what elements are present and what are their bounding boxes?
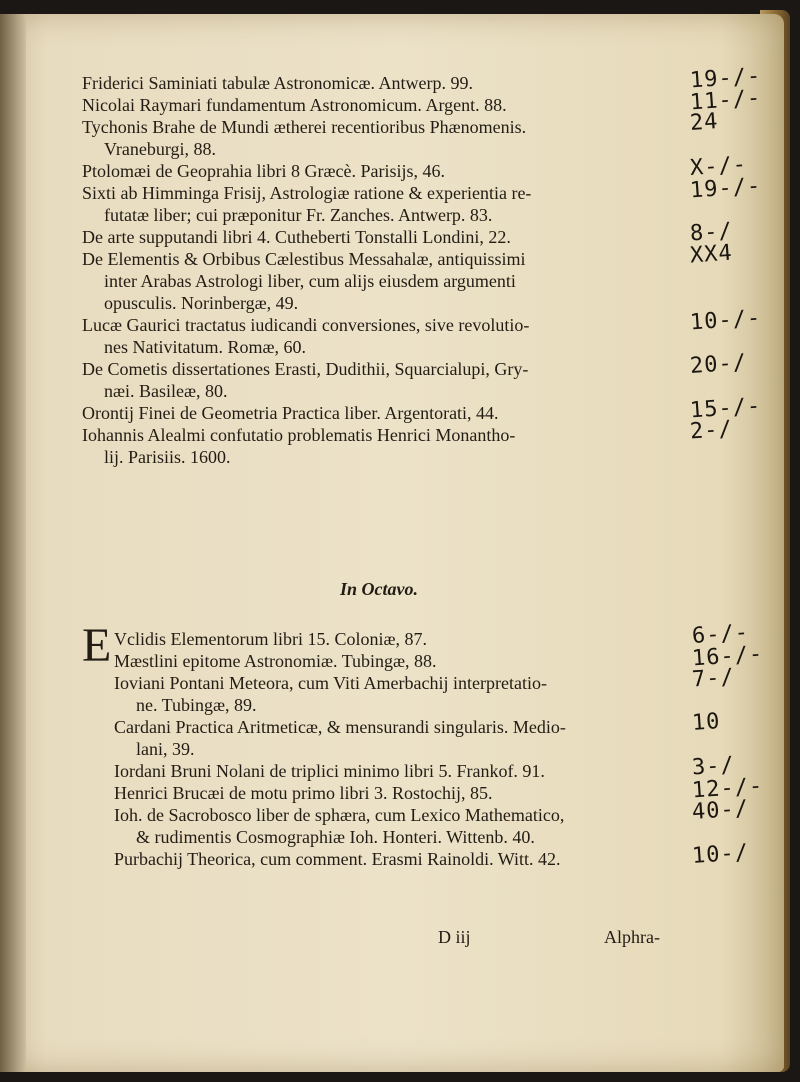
entry-text: Orontij Finei de Geometria Practica liber. Argentorati, 44. — [82, 403, 499, 423]
catalog-entry — [114, 752, 736, 782]
catalog-entry — [114, 664, 736, 716]
entry-text: De Elementis & Orbibus Cælestibus Messahalæ, antiquissimi — [82, 249, 526, 269]
drop-cap: E — [82, 619, 112, 672]
catalog-top-section — [82, 63, 762, 468]
entry-text: Cardani Practica Aritmeticæ, & mensurandi singularis. Medio- — [114, 717, 566, 737]
catalog-entry — [82, 63, 762, 94]
entry-text: Ptolomæi de Geoprahia libri 8 Græcè. Parisijs, 46. — [82, 161, 445, 181]
entry-text: Sixti ab Himminga Frisij, Astrologiæ ratione & experientia re- — [82, 183, 532, 203]
entry-text: Henrici Brucæi de motu primo libri 3. Rostochij, 85. — [114, 783, 493, 803]
catalog-entry — [114, 796, 750, 848]
handwritten-price: 3-/ — [691, 752, 736, 781]
catalog-entry — [82, 350, 748, 402]
entry-text: Lucæ Gaurici tractatus iudicandi conversiones, sive revolutio- — [82, 315, 530, 335]
handwritten-price: 10-/ — [691, 840, 750, 869]
handwritten-price: 10-/- — [689, 305, 762, 336]
handwritten-price: 2-/ — [689, 416, 734, 445]
entry-text: De Cometis dissertationes Erasti, Dudithii, Squarcialupi, Gry- — [82, 359, 529, 379]
catalog-octavo-section — [114, 620, 764, 870]
page-gutter — [0, 14, 26, 1072]
entry-text-continued: inter Arabas Astrologi liber, cum alijs eiusdem argumenti — [104, 271, 516, 291]
catchword: Alphra- — [604, 927, 660, 947]
catalog-entry — [82, 218, 734, 248]
catalog-entry — [114, 709, 722, 760]
entry-text-continued: Vraneburgi, 88. — [104, 139, 217, 159]
handwritten-price: 24 — [689, 109, 720, 136]
entry-text: Ioh. de Sacrobosco liber de sphæra, cum Lexico Mathematico, — [114, 805, 565, 825]
catalog-entry — [82, 152, 748, 182]
catalog-entry — [82, 240, 734, 314]
handwritten-price: X-/- — [689, 152, 748, 181]
handwritten-price: 40-/ — [691, 796, 750, 825]
handwritten-price: 11-/- — [689, 85, 762, 116]
entry-text-continued: ne. Tubingæ, 89. — [136, 695, 257, 715]
entry-text: Mæstlini epitome Astronomiæ. Tubingæ, 88. — [114, 651, 437, 671]
handwritten-price: 8-/ — [689, 218, 734, 247]
catalog-entry — [82, 173, 762, 226]
section-heading: In Octavo. — [340, 579, 418, 599]
entry-text: Ioviani Pontani Meteora, cum Viti Amerbachij interpretatio- — [114, 673, 547, 693]
entry-text-continued: lij. Parisiis. 1600. — [104, 447, 231, 467]
entry-text-continued: & rudimentis Cosmographiæ Ioh. Honteri. Wittenb. 40. — [136, 827, 535, 847]
catalog-entry — [114, 641, 764, 672]
catalog-entry — [82, 393, 762, 424]
handwritten-price: XX4 — [689, 240, 734, 269]
catalog-entry — [114, 773, 764, 804]
entry-text-continued: lani, 39. — [136, 739, 195, 759]
handwritten-price: 16-/- — [691, 641, 764, 672]
entry-text: Tychonis Brahe de Mundi ætherei recentioribus Phænomenis. — [82, 117, 527, 137]
catalog-entry — [82, 109, 720, 160]
handwritten-price: 12-/- — [691, 773, 764, 804]
catalog-entry — [82, 305, 762, 358]
handwritten-price: 19-/- — [689, 173, 762, 204]
handwritten-price: 20-/ — [689, 350, 748, 379]
catalog-entry — [82, 416, 734, 468]
catalog-entry — [114, 620, 750, 650]
entry-text-continued: næi. Basileæ, 80. — [104, 381, 228, 401]
entry-text-continued: futatæ liber; cui præponitur Fr. Zanches. Antwerp. 83. — [104, 205, 493, 225]
catalog-entry — [82, 85, 762, 116]
entry-text: De arte supputandi libri 4. Cutheberti Tonstalli Londini, 22. — [82, 227, 511, 247]
entry-text-continued: nes Nativitatum. Romæ, 60. — [104, 337, 306, 357]
handwritten-price: 6-/- — [691, 620, 750, 649]
entry-text: Vclidis Elementorum libri 15. Coloniæ, 87. — [114, 629, 427, 649]
handwritten-price: 15-/- — [689, 393, 762, 424]
signature-mark: D iij — [438, 927, 471, 947]
entry-text-continued: opusculis. Norinbergæ, 49. — [104, 293, 299, 313]
entry-text: Purbachij Theorica, cum comment. Erasmi Rainoldi. Witt. 42. — [114, 849, 561, 869]
entry-text: Nicolai Raymari fundamentum Astronomicum. Argent. 88. — [82, 95, 507, 115]
catalog-entry — [114, 840, 750, 870]
entry-text: Iohannis Alealmi confutatio problematis Henrici Monantho- — [82, 425, 516, 445]
entry-text: Iordani Bruni Nolani de triplici minimo libri 5. Frankof. 91. — [114, 761, 545, 781]
handwritten-price: 10 — [691, 709, 722, 736]
handwritten-price: 19-/- — [689, 63, 762, 94]
entry-text: Friderici Saminiati tabulæ Astronomicæ. Antwerp. 99. — [82, 73, 473, 93]
handwritten-price: 7-/ — [691, 664, 736, 693]
